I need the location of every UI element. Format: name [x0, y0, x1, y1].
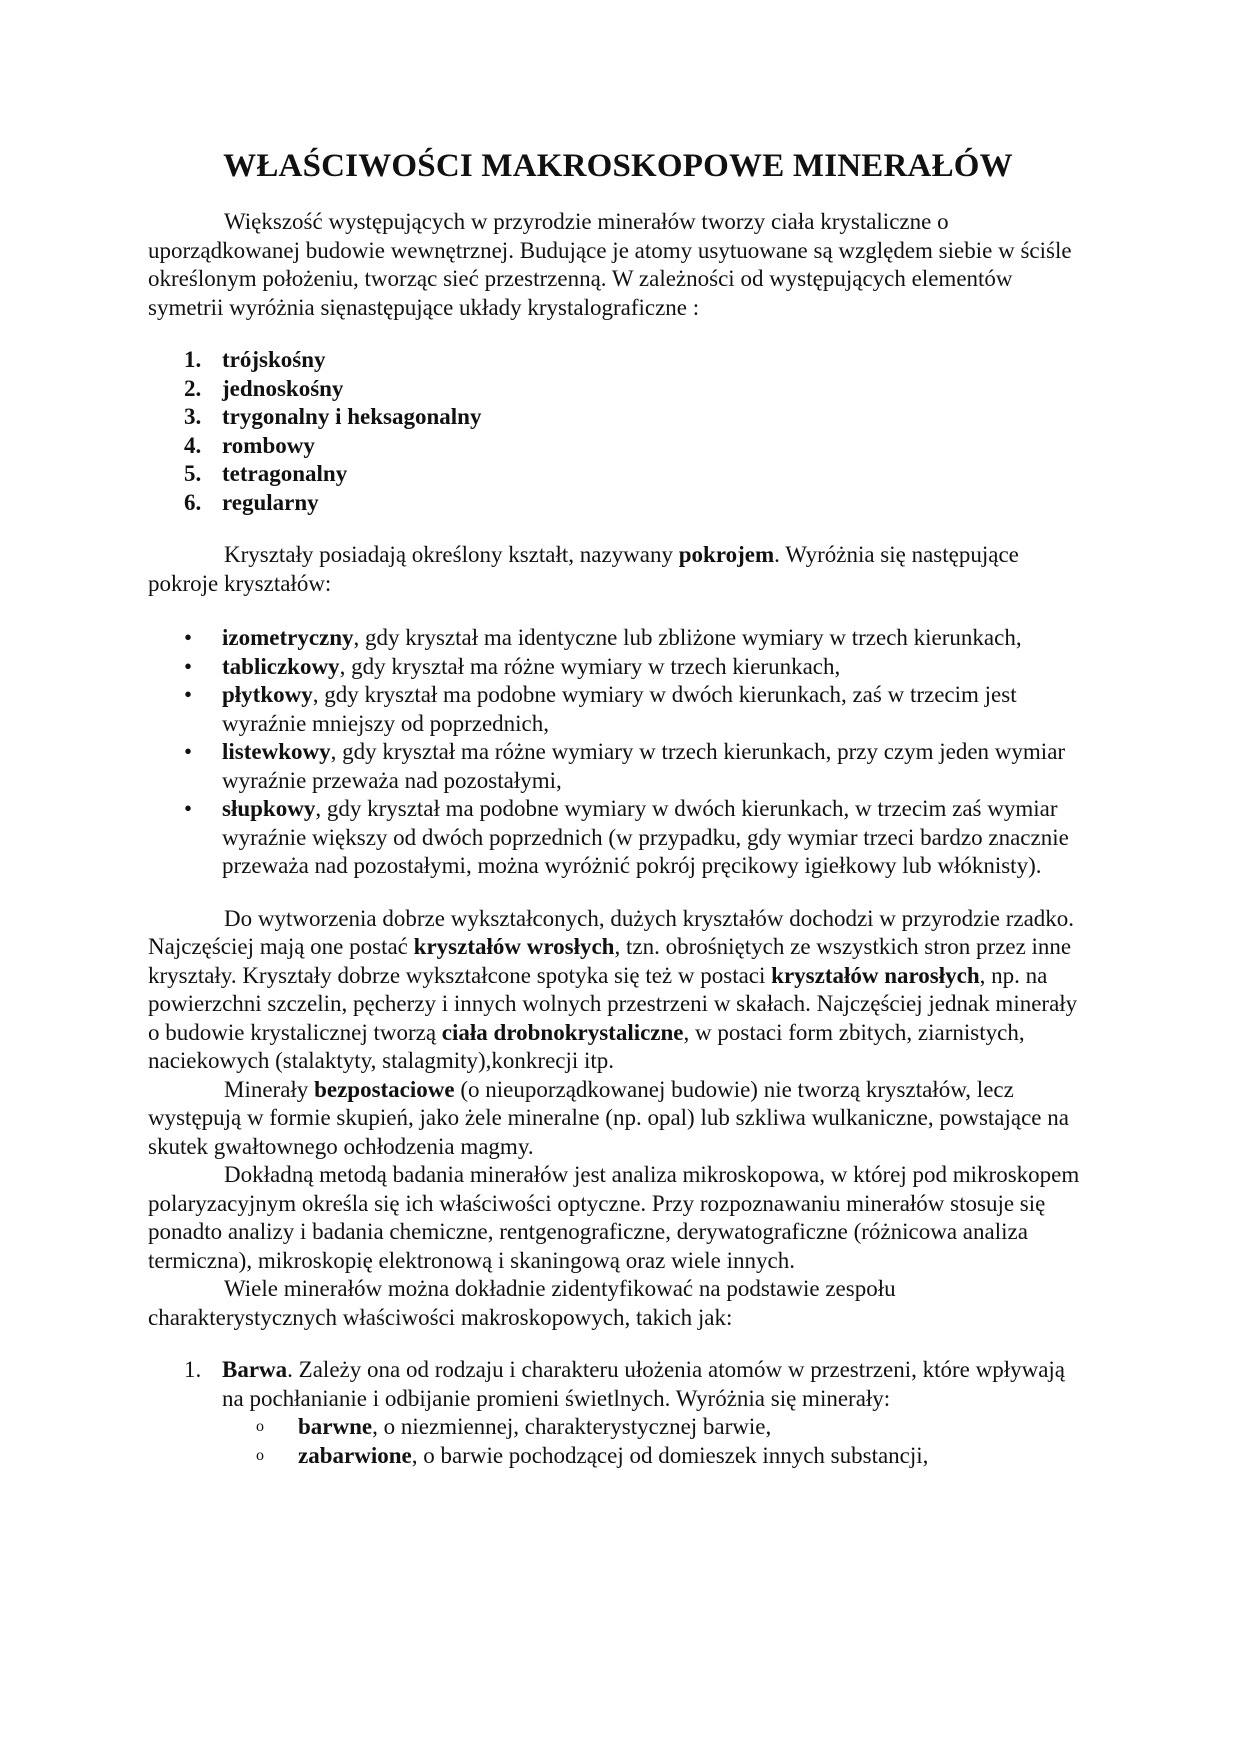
text-run: , gdy kryształ ma różne wymiary w trzech kierunkach, przy czym jeden wymiar wyraźnie przeważa nad pozostałymi, — [222, 739, 1066, 793]
list-label: trójskośny — [222, 347, 326, 372]
list-item — [148, 653, 1088, 682]
list-item — [148, 346, 1088, 375]
bold-term: kryształów wrosłych — [413, 934, 615, 959]
list-number: 3. — [184, 404, 202, 429]
circle-bullet-icon: o — [256, 1418, 264, 1435]
bullet-icon: • — [184, 625, 193, 650]
list-item — [148, 432, 1088, 461]
document-content — [148, 146, 1088, 1470]
list-item — [148, 489, 1088, 518]
list-item — [148, 681, 1088, 738]
formation-paragraph — [148, 905, 1088, 1076]
circle-bullet-icon: o — [256, 1446, 264, 1464]
bullet-icon: • — [184, 796, 193, 821]
text-run: . Wyróżnia się następujące pokroje kryształów: — [148, 542, 1019, 596]
list-item — [148, 375, 1088, 404]
text-run: , gdy kryształ ma podobne wymiary w dwóch kierunkach, w trzecim zaś wymiar wyraźnie większy od dwóch poprzednich (w przypadku, gdy wymiar trzeci bardzo znacznie przeważa nad pozostałymi, można wyróżnić pokrój pręcikowy igiełkowy lub włóknisty). — [222, 796, 1069, 878]
bold-term: płytkowy — [222, 682, 313, 707]
text-run: , np. na powierzchni szczelin, pęcherzy i innych wolnych przestrzeni w skałach. Najczęściej jednak minerały o budowie krystalicznej tworzą — [148, 962, 1078, 1045]
text-run: Do wytworzenia dobrze wykształconych, dużych kryształów dochodzi w przyrodzie rzadko. Najczęściej mają one postać — [148, 905, 1075, 959]
list-item — [148, 795, 1088, 881]
bullet-icon: • — [184, 739, 193, 764]
properties-list — [148, 1356, 1088, 1470]
bold-term: Barwa — [222, 1357, 288, 1382]
text-run: , w postaci form zbitych, ziarnistych, naciekowych (stalaktyty, stalagmity),konkrecji itp. — [148, 1019, 1025, 1073]
bullet-icon: • — [184, 682, 193, 707]
text-run: , o niezmiennej, charakterystycznej barwie, — [372, 1414, 772, 1439]
text-run: , tzn. obrośniętych ze wszystkich stron przez inne kryształy. Kryształy dobrze wykształcone spotyka się też w postaci — [148, 934, 1072, 988]
bold-term: pokrojem — [678, 542, 775, 567]
list-item — [148, 624, 1088, 653]
list-item — [148, 460, 1088, 489]
amorphous-paragraph — [148, 1076, 1088, 1162]
text-run: , gdy kryształ ma podobne wymiary w dwóch kierunkach, zaś w trzecim jest wyraźnie mniejszy od poprzednich, — [222, 682, 1017, 736]
list-number: 1. — [184, 1357, 202, 1382]
sub-list-item — [222, 1413, 1088, 1442]
bold-term: izometryczny — [222, 625, 354, 650]
list-label: rombowy — [222, 432, 315, 458]
text-run: (o nieuporządkowanej budowie) nie tworzą kryształów, lecz występują w formie skupień, jako żele mineralne (np. opal) lub szkliwa wulkaniczne, powstające na skutek gwałtownego ochłodzenia magmy. — [148, 1076, 1069, 1159]
habits-list — [148, 624, 1088, 881]
list-number: 5. — [184, 461, 202, 486]
page-title: WŁAŚCIWOŚCI MAKROSKOPOWE MINERAŁÓW — [223, 148, 1013, 184]
list-item — [148, 1356, 1088, 1470]
bold-term: słupkowy — [222, 796, 316, 821]
methods-paragraph: Dokładną metodą badania minerałów jest analiza mikroskopowa, w której pod mikroskopem polaryzacyjnym określa się ich właściwości optyczne. Przy rozpoznawaniu minerałów stosuje się ponadto analizy i badania chemiczne, rentgenograficzne, derywatograficzne (różnicowa analiza termiczna), mikroskopię elektronową i skaningową oraz wiele innych. — [148, 1162, 1080, 1273]
text-run: , gdy kryształ ma różne wymiary w trzech kierunkach, — [339, 653, 841, 679]
list-label: regularny — [222, 489, 319, 515]
list-number: 6. — [184, 489, 202, 515]
list-number: 1. — [184, 347, 202, 372]
crystal-systems-list — [148, 346, 1088, 517]
list-label: tetragonalny — [222, 461, 348, 486]
intro-paragraph: Większość występujących w przyrodzie minerałów tworzy ciała krystaliczne o uporządkowanej budowie wewnętrznej. Budujące je atomy usytuowane są względem siebie w ściśle określonym położeniu, tworząc sieć przestrzenną. W zależności od występujących elementów symetrii wyróżnia sięnastępujące układy krystalograficzne : — [148, 209, 1072, 320]
bold-term: bezpostaciowe — [314, 1076, 455, 1102]
text-run: Kryształy posiadają określony kształt, nazywany — [224, 542, 679, 567]
bold-term: tabliczkowy — [222, 653, 340, 679]
bullet-icon: • — [184, 653, 193, 679]
list-label: trygonalny i heksagonalny — [222, 404, 482, 429]
habit-intro-paragraph — [148, 541, 1088, 598]
list-number: 4. — [184, 432, 202, 458]
list-number: 2. — [184, 375, 202, 401]
bold-term: kryształów narosłych — [771, 962, 980, 988]
list-item — [148, 738, 1088, 795]
bold-term: zabarwione — [298, 1442, 412, 1468]
bold-term: ciała drobnokrystaliczne — [441, 1019, 684, 1045]
bold-term: barwne — [298, 1414, 373, 1439]
text-run: , gdy kryształ ma identyczne lub zbliżone wymiary w trzech kierunkach, — [353, 625, 1022, 650]
sub-list — [222, 1413, 1088, 1470]
bold-term: listewkowy — [222, 739, 331, 764]
sub-list-item — [222, 1442, 1088, 1471]
text-run: , o barwie pochodzącej od domieszek innych substancji, — [411, 1442, 929, 1468]
identify-paragraph: Wiele minerałów można dokładnie zidentyfikować na podstawie zespołu charakterystycznych właściwości makroskopowych, takich jak: — [148, 1276, 896, 1330]
list-label: jednoskośny — [222, 375, 344, 401]
list-item — [148, 403, 1088, 432]
text-run: . Zależy ona od rodzaju i charakteru ułożenia atomów w przestrzeni, które wpływają na pochłanianie i odbijanie promieni świetlnych. Wyróżnia się minerały: — [222, 1357, 1066, 1411]
text-run: Minerały — [224, 1076, 315, 1102]
